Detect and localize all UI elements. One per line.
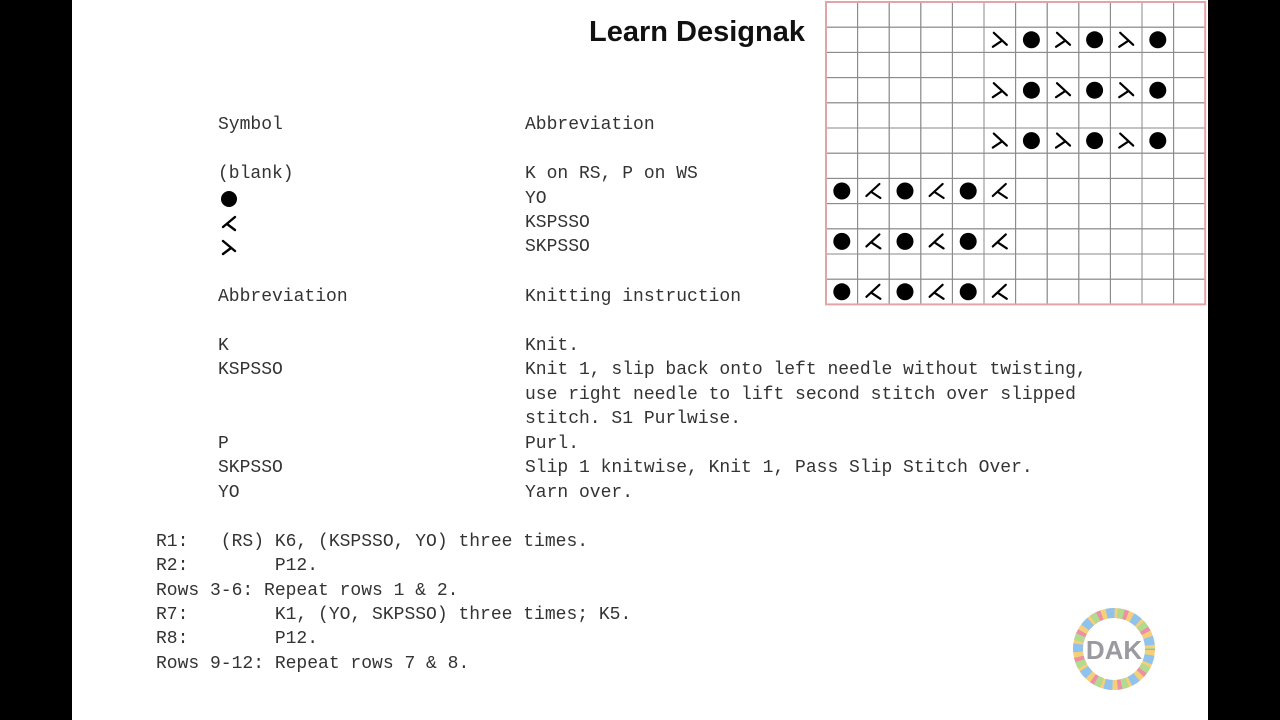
yo-dot-icon <box>1023 82 1040 99</box>
instruction-text: Knit 1, slip back onto left needle without twisting, <box>525 360 1087 380</box>
skpsso-icon <box>218 236 240 258</box>
yo-dot-icon <box>1149 132 1166 149</box>
yo-dot-icon <box>960 233 977 250</box>
logo-text: DAK <box>1085 635 1143 665</box>
yo-dot-icon <box>1086 132 1103 149</box>
pattern-row: R8: P12. <box>156 629 319 649</box>
instruction-abbr: YO <box>218 483 240 503</box>
instruction-abbr: KSPSSO <box>218 360 283 380</box>
symbol-abbreviation: YO <box>525 189 547 209</box>
instruction-text: use right needle to lift second stitch over slipped <box>525 385 1076 405</box>
yo-dot-icon <box>833 183 850 200</box>
symbol-column-header: Symbol <box>218 115 283 135</box>
instruction-text: Slip 1 knitwise, Knit 1, Pass Slip Stitch Over. <box>525 458 1033 478</box>
symbol-abbreviation: SKPSSO <box>525 237 590 257</box>
yo-dot-icon <box>1086 31 1103 48</box>
symbol-abbreviation: K on RS, P on WS <box>525 164 698 184</box>
symbol-label-blank: (blank) <box>218 164 294 184</box>
pattern-row: R1: (RS) K6, (KSPSSO, YO) three times. <box>156 532 589 552</box>
instruction-abbr: P <box>218 434 229 454</box>
pattern-row: R2: P12. <box>156 556 319 576</box>
instruction-column-header: Knitting instruction <box>525 287 742 307</box>
symbol-abbreviation: KSPSSO <box>525 213 590 233</box>
page-title: Learn Designak <box>589 16 805 48</box>
instruction-abbr: K <box>218 336 229 356</box>
yo-dot-icon <box>897 183 914 200</box>
pattern-row: Rows 9-12: Repeat rows 7 & 8. <box>156 654 470 674</box>
yo-dot-icon <box>218 188 240 210</box>
dak-logo <box>1072 608 1156 690</box>
instruction-abbr: SKPSSO <box>218 458 283 478</box>
yo-dot-icon <box>960 283 977 300</box>
instruction-text: stitch. S1 Purlwise. <box>525 409 742 429</box>
yo-dot-icon <box>1149 31 1166 48</box>
abbreviation-column-header: Abbreviation <box>525 115 655 135</box>
yo-dot-icon <box>960 183 977 200</box>
yo-dot-icon <box>1023 132 1040 149</box>
yo-dot-icon <box>1086 82 1103 99</box>
pattern-row: R7: K1, (YO, SKPSSO) three times; K5. <box>156 605 632 625</box>
knitting-chart <box>824 0 1208 308</box>
yo-dot-icon <box>833 233 850 250</box>
instruction-column-header: Abbreviation <box>218 287 348 307</box>
yo-dot-icon <box>1149 82 1166 99</box>
instruction-text: Purl. <box>525 434 580 454</box>
yo-dot-icon <box>1023 31 1040 48</box>
pattern-row: Rows 3-6: Repeat rows 1 & 2. <box>156 581 459 601</box>
yo-dot-icon <box>833 283 850 300</box>
instruction-text: Knit. <box>525 336 580 356</box>
instruction-text: Yarn over. <box>525 483 634 503</box>
yo-dot-icon <box>897 233 914 250</box>
slide <box>72 0 1208 720</box>
yo-dot-icon <box>897 283 914 300</box>
kspsso-icon <box>218 212 240 234</box>
